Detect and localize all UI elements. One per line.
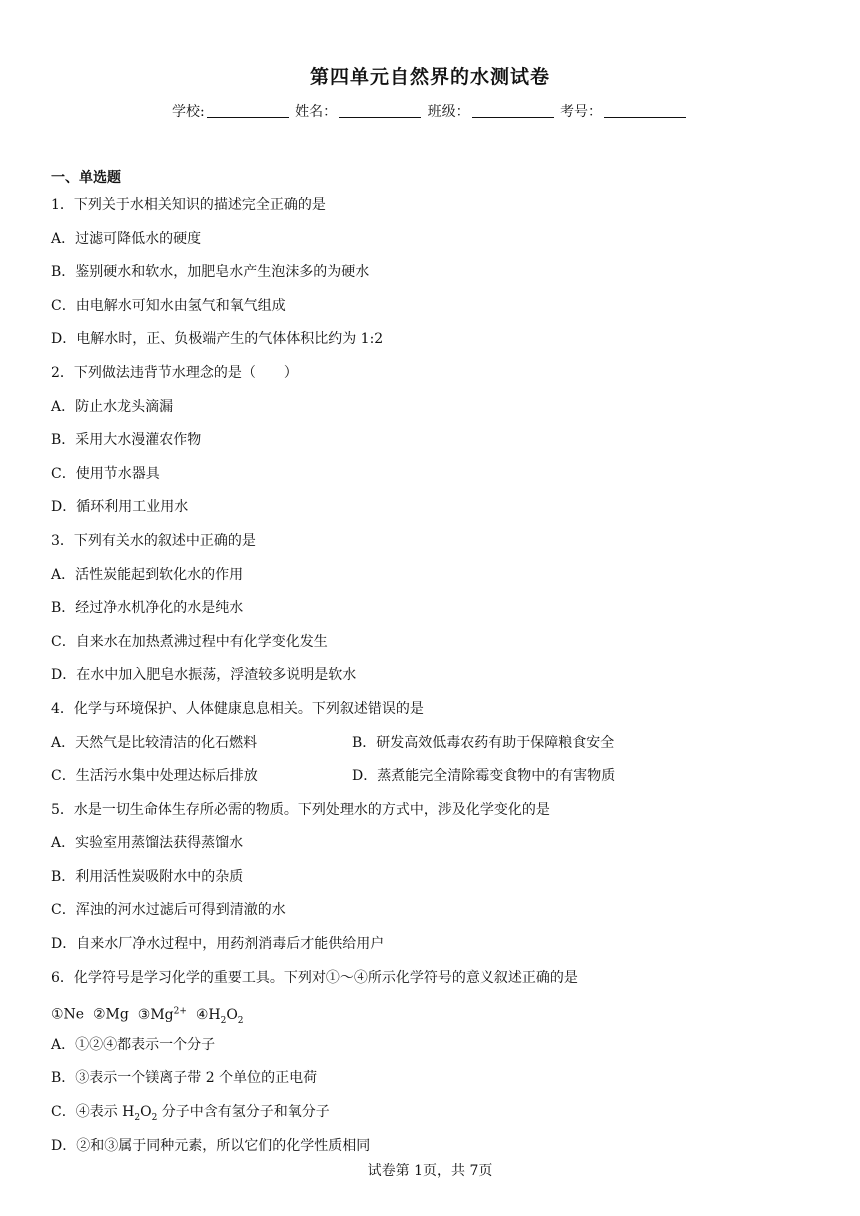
question-stem: 6．化学符号是学习化学的重要工具。下列对①～④所示化学符号的意义叙述正确的是: [51, 969, 578, 986]
exam-no-label: 考号：: [560, 104, 603, 120]
option-c: C．自来水在加热煮沸过程中有化学变化发生: [51, 633, 328, 650]
option-b: B．利用活性炭吸附水中的杂质: [51, 868, 244, 885]
symbol-4-subscript: 2: [220, 1015, 227, 1026]
option-c: C．生活污水集中处理达标后排放: [51, 768, 258, 785]
option-d: D．蒸煮能完全清除霉变食物中的有害物质: [352, 768, 616, 785]
question-stem: 2．下列做法违背节水理念的是（ ）: [51, 364, 298, 381]
symbol-2: ②Mg: [93, 1006, 129, 1023]
option-d: D．在水中加入肥皂水振荡，浮渣较多说明是软水: [51, 667, 357, 684]
option-row: [51, 729, 811, 763]
school-blank: [207, 103, 289, 118]
chemical-symbols: [51, 997, 811, 1031]
option-c-text: C．④表示 H: [51, 1104, 135, 1121]
option-a: A．实验室用蒸馏法获得蒸馏水: [51, 835, 244, 852]
page-title: 第四单元自然界的水测试卷: [309, 66, 550, 88]
symbol-4-subscript: 2: [237, 1015, 244, 1026]
option-d: D．自来水厂净水过程中，用药剂消毒后才能供给用户: [51, 936, 385, 953]
exam-no-blank: [604, 103, 686, 118]
school-label: 学校:: [171, 104, 205, 120]
option-c: C．由电解水可知水由氢气和氧气组成: [51, 297, 286, 314]
formula-subscript: 2: [151, 1112, 158, 1123]
page-footer: 试卷第 1页，共 7页: [367, 1163, 493, 1179]
class-label: 班级：: [427, 104, 470, 120]
symbol-3-charge: 2+: [173, 1006, 187, 1017]
question-stem: 1．下列关于水相关知识的描述完全正确的是: [51, 197, 326, 213]
option-c-text: O: [140, 1104, 152, 1121]
symbol-3: [138, 1007, 187, 1023]
option-row: [51, 762, 811, 796]
option-b: B．③表示一个镁离子带 2 个单位的正电荷: [51, 1070, 318, 1087]
option-a: A．防止水龙头滴漏: [51, 398, 174, 415]
option-b: B．研发高效低毒农药有助于保障粮食安全: [352, 734, 615, 751]
class-blank: [472, 103, 554, 118]
option-d: D．②和③属于同种元素，所以它们的化学性质相同: [51, 1137, 371, 1154]
option-b: B．采用大水漫灌农作物: [51, 432, 202, 449]
symbol-4-mid: O: [226, 1006, 238, 1023]
question-stem: 5．水是一切生命体生存所必需的物质。下列处理水的方式中，涉及化学变化的是: [51, 801, 550, 818]
option-c-text: 分子中含有氢分子和氧分子: [157, 1104, 330, 1121]
option-a: A．过滤可降低水的硬度: [51, 230, 202, 247]
option-c: C．浑浊的河水过滤后可得到清澈的水: [51, 902, 286, 919]
symbol-4: [195, 1006, 244, 1026]
symbol-4-base: ④H: [195, 1006, 221, 1023]
question-stem: 3．下列有关水的叙述中正确的是: [51, 532, 256, 549]
option-b: B．鉴别硬水和软水，加肥皂水产生泡沫多的为硬水: [51, 264, 370, 281]
question-stem: 4．化学与环境保护、人体健康息息相关。下列叙述错误的是: [51, 700, 424, 717]
student-info-line: [0, 101, 860, 121]
name-label: 姓名：: [295, 104, 338, 120]
option-d: D．电解水时，正、负极端产生的气体体积比约为 1:2: [51, 331, 384, 348]
symbol-3-base: ③Mg: [137, 1006, 174, 1023]
formula-subscript: 2: [134, 1112, 141, 1123]
option-c: [51, 1098, 811, 1132]
option-a: A．活性炭能起到软化水的作用: [51, 566, 244, 583]
option-c: C．使用节水器具: [51, 465, 160, 482]
option-a: A．①②④都表示一个分子: [51, 1036, 216, 1053]
option-d: D．循环利用工业用水: [51, 499, 189, 516]
option-b: B．经过净水机净化的水是纯水: [51, 600, 244, 617]
symbol-1: ①Ne: [51, 1006, 85, 1023]
section-heading: 一、单选题: [51, 170, 121, 186]
option-a: A．天然气是比较清洁的化石燃料: [51, 734, 258, 751]
question-list: [51, 191, 811, 1165]
name-blank: [339, 103, 421, 118]
